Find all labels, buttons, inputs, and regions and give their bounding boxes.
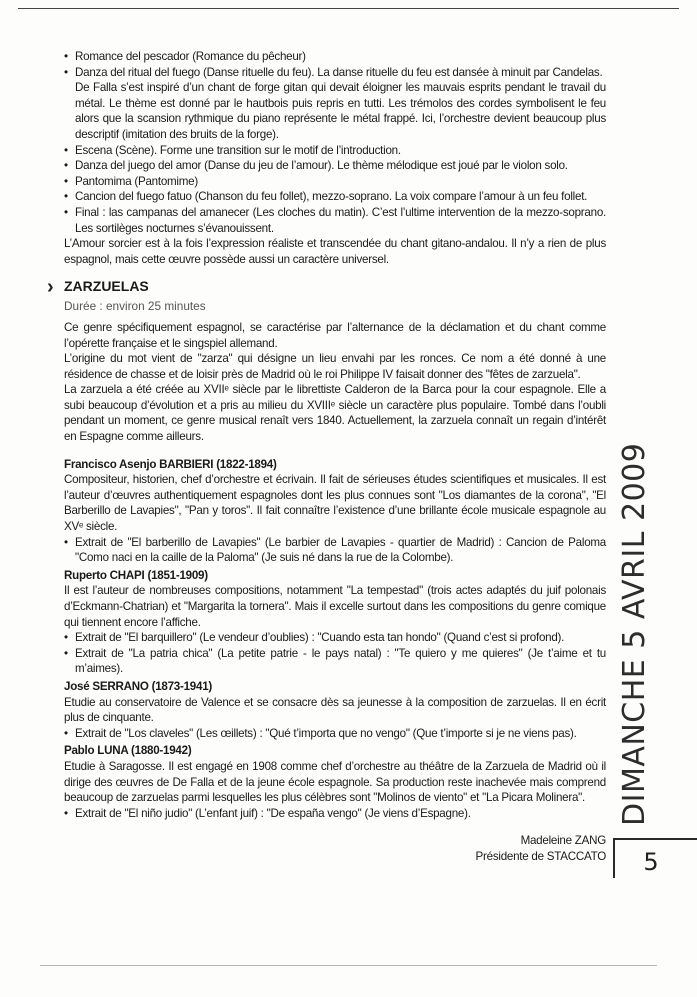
composer-name: José SERRANO (1873-1941) — [64, 679, 213, 693]
intro-list — [64, 49, 606, 236]
paragraph: Ce genre spécifiquement espagnol, se caractérise par l’alternance de la déclamation et du chant comme l’opérette française et le singspiel allemand. — [64, 320, 606, 350]
paragraph: La zarzuela a été créée au XVIIᵉ siècle par le librettiste Calderon de la Barca pour la cour espagnole. Elle a subi beaucoup d’évolution et a pris au milieu du XVIIIᵉ siècle un caractère plus populaire. Tombé dans l’oubli pendant un moment, ce genre musical renaît vers 1840. Actuellement, la zarzuela connaît un regain d’intérêt en Espagne comme ailleurs. — [64, 383, 606, 444]
composer-block — [64, 457, 606, 566]
vertical-date: DIMANCHE 5 AVRIL 2009 — [617, 442, 652, 826]
page-number: 5 — [643, 848, 659, 876]
composer-bio: Compositeur, historien, chef d’orchestre et écrivain. Il fait de sérieuses études scientifiques et musicales. Il est l’auteur d’œuvres authentiquement espagnoles dont les plus connues sont "Los diamantes de la corona", "El Barberillo de Lavapies", "Pan y toros". Il fait connaître l’existence d’une brillante école musicale espagnole au XVᵉ siècle. — [64, 473, 606, 534]
list-item: • Danza del ritual del fuego (Danse rituelle du feu). La danse rituelle du feu est dansée à minuit par Candelas. De Falla s’est inspiré d’un chant de forge gitan qui devait éloigner les mauvais esprits pendant le travail du métal. Le thème est donné par le hautbois puis repris en tutti. Les trémolos des cordes symbolisent le feu alors que la scansion rythmique du piano représente le métal frappé. Ici, l’orchestre devient beaucoup plus descriptif (imitation des bruits de la forge). — [64, 65, 606, 143]
composer-block — [64, 743, 606, 821]
bottom-rule — [40, 965, 657, 966]
page-number-rule — [613, 838, 697, 840]
extract-list — [64, 806, 606, 822]
signature-name: Madeleine ZANG — [520, 834, 606, 848]
composer-name: Pablo LUNA (1880-1942) — [64, 744, 192, 758]
composer-block — [64, 679, 606, 741]
list-item: • Danza del juego del amor (Danse du jeu de l’amour). Le thème mélodique est joué par le violon solo. — [64, 158, 606, 174]
composer-bio: Etudie au conservatoire de Valence et se consacre dès sa jeunesse à la composition de zarzuelas. Il en écrit plus de cinquante. — [64, 695, 606, 725]
section-heading — [47, 276, 606, 299]
paragraph: L’origine du mot vient de "zarza" qui désigne un lieu envahi par les ronces. Ce nom a été donné à une résidence de chasse et de loisir près de Madrid où le roi Philippe IV faisait donner des "fêtes de zarzuela". — [64, 352, 606, 381]
top-rule — [18, 8, 679, 9]
list-item: • Final : las campanas del amanecer (Les cloches du matin). C’est l’ultime intervention de la mezzo-soprano. Les sortilèges nocturnes s’évanouissent. — [64, 205, 606, 236]
composer-name: Francisco Asenjo BARBIERI (1822-1894) — [64, 457, 277, 471]
signature — [64, 833, 606, 865]
signature-role: Présidente de STACCATO — [475, 850, 606, 864]
list-item: • Pantomima (Pantomime) — [64, 174, 606, 190]
intro-conclusion: L’Amour sorcier est à la fois l’expression réaliste et transcendée du chant gitano-andalou. Il n’y a rien de plus espagnol, mais cette œuvre possède aussi un caractère universel. — [64, 237, 606, 266]
composer-bio: Il est l’auteur de nombreuses compositions, notamment "La tempestad" (trois actes adaptés du juif polonais d’Eckmann-Chatrian) et "Margarita la tornera". Mais il excelle surtout dans les compositions du genre comique qui tiennent encore l’affiche. — [64, 584, 606, 629]
extract-list — [64, 726, 606, 742]
extract-item: • Extrait de "Los claveles" (Les œillets) : "Qué t’importa que no vengo" (Que t’importe si je ne viens pas). — [64, 726, 606, 742]
list-item: • Cancion del fuego fatuo (Chanson du feu follet), mezzo-soprano. La voix compare l’amour à un feu follet. — [64, 189, 606, 205]
list-item: • Romance del pescador (Romance du pêcheur) — [64, 49, 606, 65]
section-title: ZARZUELAS — [64, 278, 149, 295]
extract-list — [64, 630, 606, 677]
list-item-detail: De Falla s’est inspiré d’un chant de forge gitan qui devait éloigner les mauvais esprits pendant le travail du métal. Le thème est donné par le hautbois puis repris en tutti. Les trémolos des cordes symbolisent le feu alors que la scansion rythmique du piano représente le métal frappé. Ici, l’orchestre devient beaucoup plus descriptif (imitation des bruits de la forge). — [75, 81, 606, 141]
extract-item: • Extrait de "El barberillo de Lavapies" (Le barbier de Lavapies - quartier de Madrid) : Cancion de Paloma "Como naci en la caille de la Paloma" (Je suis né dans la rue de la Colombe). — [64, 535, 606, 566]
composer-bio: Etudie à Saragosse. Il est engagé en 1908 comme chef d’orchestre au théâtre de la Zarzuela de Madrid où il dirige des œuvres de De Falla et de la jeune école espagnole. Sa production reste inachevée mais comprend beaucoup de zarzuelas parmi lesquelles les plus célèbres sont "Molinos de viento" et "La Picara Molinera". — [64, 759, 606, 805]
composer-name: Ruperto CHAPI (1851-1909) — [64, 568, 208, 582]
article-body — [47, 49, 606, 865]
extract-item: • Extrait de "El barquillero" (Le vendeur d’oublies) : "Cuando esta tan hondo" (Quand c’est si profond). — [64, 630, 606, 646]
list-item: • Escena (Scène). Forme une transition sur le motif de l’introduction. — [64, 143, 606, 159]
chevron-right-icon: › — [47, 276, 54, 299]
page-number-rule-vertical — [613, 838, 615, 878]
extract-item: • Extrait de "El niño judio" (L’enfant juif) : "De españa vengo" (Je viens d’Espagne). — [64, 806, 606, 822]
extract-list — [64, 535, 606, 566]
duration-label: Durée : environ 25 minutes — [64, 299, 206, 314]
composer-block — [64, 568, 606, 677]
extract-item: • Extrait de "La patria chica" (La petite patrie - le pays natal) : "Te quiero y me quieres" (Je t’aime et tu m’aimes). — [64, 646, 606, 677]
